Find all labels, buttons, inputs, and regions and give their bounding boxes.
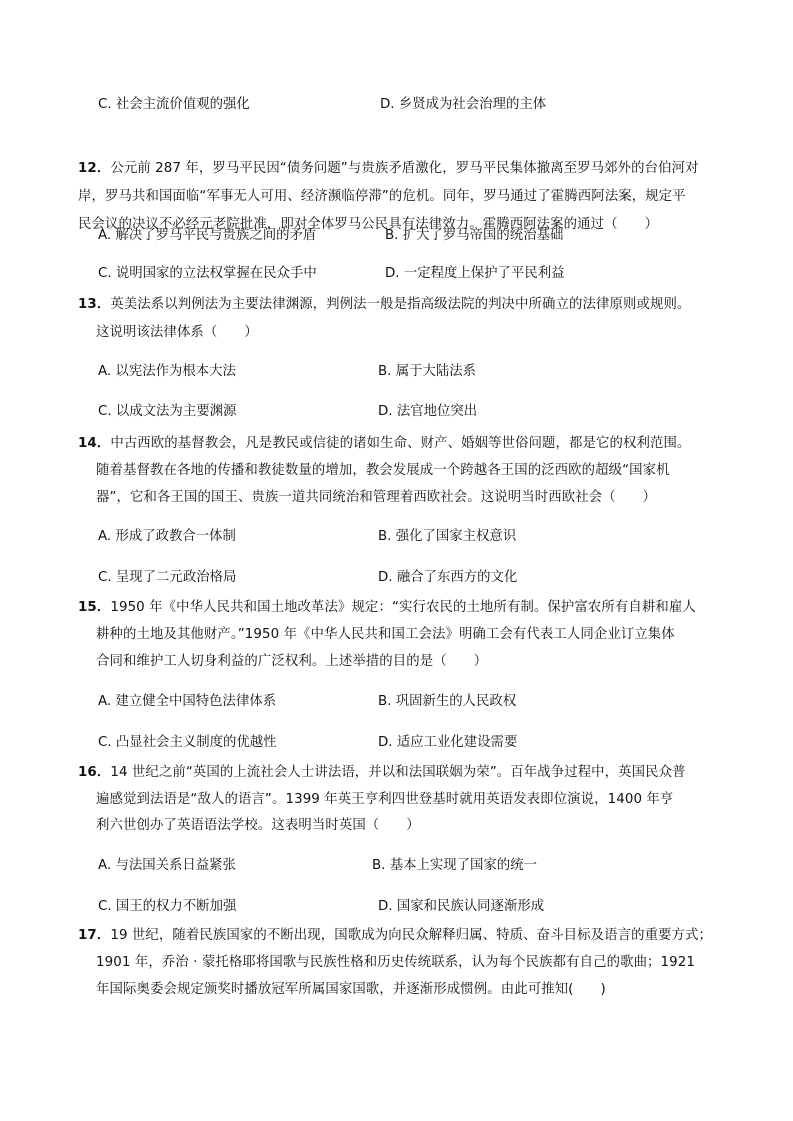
q17-stem-line-3: 年国际奥委会规定颁奖时播放冠军所属国家国歌，并逐渐形成惯例。由此可推知( ) bbox=[96, 982, 606, 997]
q15-option-b: B. 巩固新生的人民政权 bbox=[378, 694, 517, 709]
q16-stem-line-2: 遍感觉到法语是“敌人的语言”。1399 年英王亨利四世登基时就用英语发表即位演说，1400 年亨 bbox=[96, 792, 674, 807]
q14-stem-text-1: 中古西欧的基督教会，凡是教民或信徒的诸如生命、财产、婚姻等世俗问题，都是它的权利范围。 bbox=[110, 436, 691, 451]
q12-stem-line-2: 岸，罗马共和国面临“军事无人可用、经济濒临停滞”的危机。同年，罗马通过了霍腾西阿法案，规定平 bbox=[78, 189, 686, 204]
q13-stem-line-1 bbox=[78, 295, 690, 315]
q16-option-d: D. 国家和民族认同逐渐形成 bbox=[378, 899, 545, 914]
q14-stem-line-3: 器”，它和各王国的国王、贵族一道共同统治和管理着西欧社会。这说明当时西欧社会（ ） bbox=[96, 490, 657, 505]
q12-option-b: B. 扩大了罗马帝国的统治基础 bbox=[385, 228, 564, 243]
q15-stem-line-3: 合同和维护工人切身利益的广泛权利。上述举措的目的是（ ） bbox=[96, 654, 488, 669]
q12-option-c: C. 说明国家的立法权掌握在民众手中 bbox=[98, 266, 317, 281]
q15-stem-line-2: 耕种的土地及其他财产。”1950 年《中华人民共和国工会法》明确工会有代表工人同企业订立集体 bbox=[96, 627, 675, 642]
q15-stem-text-1: 1950 年《中华人民共和国土地改革法》规定：“实行农民的土地所有制。保护富农所有自耕和雇人 bbox=[110, 600, 696, 615]
q16-stem-line-1 bbox=[78, 763, 686, 783]
q16-option-b: B. 基本上实现了国家的统一 bbox=[372, 858, 537, 873]
q12-stem-line-3: 民会议的决议不必经元老院批准，即对全体罗马公民具有法律效力。霍腾西阿法案的通过（ ） bbox=[78, 217, 659, 232]
q12-number: 12． bbox=[78, 161, 111, 176]
q16-option-c: C. 国王的权力不断加强 bbox=[98, 899, 237, 914]
q11-option-d: D. 乡贤成为社会治理的主体 bbox=[380, 97, 547, 112]
q15-stem-line-1 bbox=[78, 598, 696, 618]
q17-stem-line-2: 1901 年，乔治 · 蒙托格耶将国歌与民族性格和历史传统联系，认为每个民族都有自己的歌曲；1921 bbox=[96, 955, 696, 970]
q16-option-a: A. 与法国关系日益紧张 bbox=[98, 858, 236, 873]
q13-option-b: B. 属于大陆法系 bbox=[378, 364, 477, 379]
q11-option-c: C. 社会主流价值观的强化 bbox=[98, 97, 250, 112]
q14-option-a: A. 形成了政教合一体制 bbox=[98, 529, 236, 544]
q17-stem-line-1 bbox=[78, 926, 712, 946]
q14-stem-line-2: 随着基督教在各地的传播和教徒数量的增加，教会发展成一个跨越各王国的泛西欧的超级“国家机 bbox=[96, 463, 670, 478]
q13-stem-line-2: 这说明该法律体系（ ） bbox=[96, 325, 258, 340]
q14-stem-line-1 bbox=[78, 434, 690, 454]
q15-option-c: C. 凸显社会主义制度的优越性 bbox=[98, 735, 277, 750]
q12-stem-text-1: 公元前 287 年，罗马平民因“债务问题”与贵族矛盾激化，罗马平民集体撤离至罗马郊外的台伯河对 bbox=[110, 161, 699, 176]
q12-stem-line-1 bbox=[78, 159, 699, 179]
q14-option-d: D. 融合了东西方的文化 bbox=[378, 570, 518, 585]
q14-option-c: C. 呈现了二元政治格局 bbox=[98, 570, 237, 585]
q15-option-d: D. 适应工业化建设需要 bbox=[378, 735, 518, 750]
q13-number: 13． bbox=[78, 297, 111, 312]
q14-number: 14． bbox=[78, 436, 111, 451]
q16-number: 16． bbox=[78, 765, 111, 780]
q16-stem-text-1: 14 世纪之前“英国的上流社会人士讲法语，并以和法国联姻为荣”。百年战争过程中，英国民众普 bbox=[110, 765, 686, 780]
q13-stem-text-1: 英美法系以判例法为主要法律渊源，判例法一般是指高级法院的判决中所确立的法律原则或规则。 bbox=[110, 297, 691, 312]
q17-stem-text-1: 19 世纪，随着民族国家的不断出现，国歌成为向民众解释归属、特质、奋斗目标及语言的重要方式； bbox=[110, 928, 713, 943]
q15-option-a: A. 建立健全中国特色法律体系 bbox=[98, 694, 277, 709]
q13-option-a: A. 以宪法作为根本大法 bbox=[98, 364, 236, 379]
q12-option-d: D. 一定程度上保护了平民利益 bbox=[385, 266, 565, 281]
q16-stem-line-3: 利六世创办了英语语法学校。这表明当时英国（ ） bbox=[96, 818, 420, 833]
q12-option-a: A. 解决了罗马平民与贵族之间的矛盾 bbox=[98, 228, 317, 243]
q15-number: 15． bbox=[78, 600, 111, 615]
q17-number: 17． bbox=[78, 928, 111, 943]
q14-option-b: B. 强化了国家主权意识 bbox=[378, 529, 517, 544]
q13-option-c: C. 以成文法为主要渊源 bbox=[98, 404, 237, 419]
q13-option-d: D. 法官地位突出 bbox=[378, 404, 478, 419]
